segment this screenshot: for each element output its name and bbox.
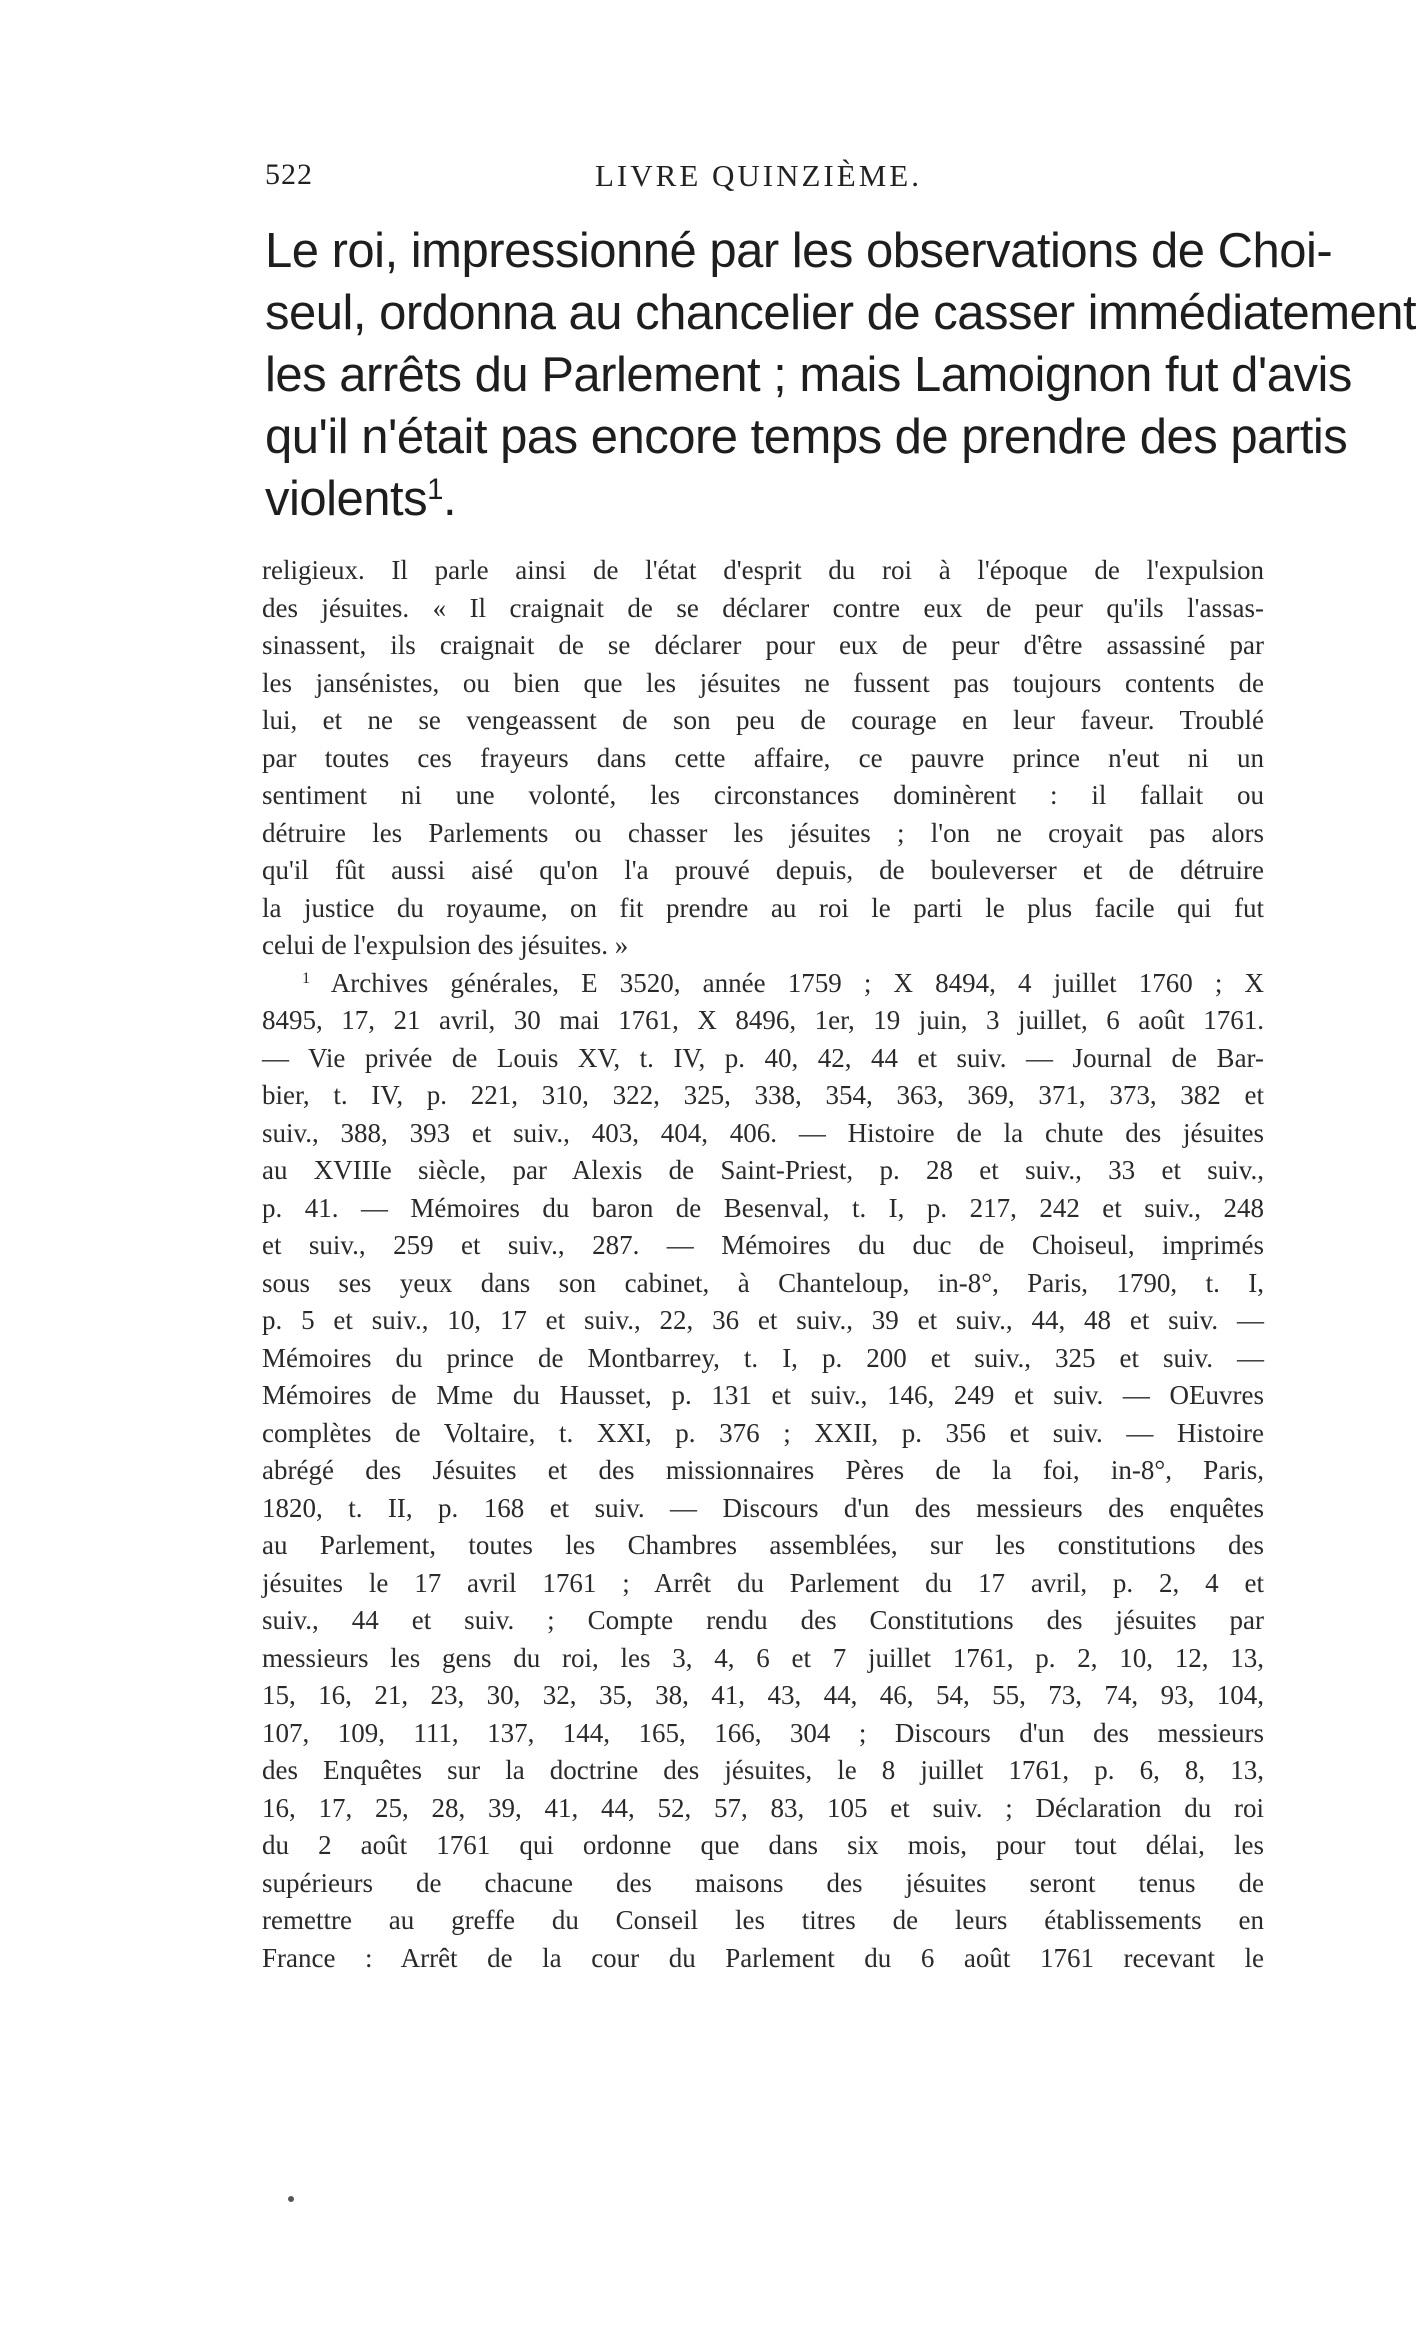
footnote-cont-line: sentiment ni une volonté, les circonstances dominèrent : il fallait ou [262,780,1264,810]
footnote-line: 1820, t. II, p. 168 et suiv. — Discours d'un des messieurs des enquêtes [262,1492,1264,1523]
main-line: Le roi, impressionné par les observations de Choi- [265,224,1333,278]
footnote-cont-line: lui, et ne se vengeassent de son peu de courage en leur faveur. Troublé [262,705,1264,735]
main-line: seul, ordonna au chancelier de casser immédiatement [265,286,1416,340]
footnote-line: au Parlement, toutes les Chambres assemblées, sur les constitutions des [262,1530,1264,1560]
footnote-line: supérieurs de chacune des maisons des jésuites seront tenus de [262,1867,1264,1898]
footnote-cont-line: celui de l'expulsion des jésuites. » [262,930,629,960]
main-paragraph [265,220,1416,530]
footnote-cont-line: les jansénistes, ou bien que les jésuites ne fussent pas toujours contents de [262,667,1264,698]
footnote-line: 16, 17, 25, 28, 39, 41, 44, 52, 57, 83, 105 et suiv. ; Déclaration du roi [262,1792,1264,1823]
main-line: les arrêts du Parlement ; mais Lamoignon fut d'avis [265,348,1352,402]
footnote-line: bier, t. IV, p. 221, 310, 322, 325, 338, 354, 363, 369, 371, 373, 382 et [262,1080,1264,1110]
footnote-marker: 1 [302,968,311,987]
footnote-cont-line: la justice du royaume, on fit prendre au roi le parti le plus facile qui fut [262,892,1264,923]
footnote-line: France : Arrêt de la cour du Parlement du 6 août 1761 recevant le [262,1942,1264,1973]
footnote-1-first-line [262,965,1264,1003]
footnote-line: jésuites le 17 avril 1761 ; Arrêt du Parlement du 17 avril, p. 2, 4 et [262,1567,1264,1598]
footnote-line: p. 41. — Mémoires du baron de Besenval, t. I, p. 217, 242 et suiv., 248 [262,1192,1264,1223]
footnote-line: Archives générales, E 3520, année 1759 ; X 8494, 4 juillet 1760 ; X [330,967,1264,998]
footnotes [262,552,1264,1977]
main-line: violents [265,472,428,526]
footnote-cont-line: religieux. Il parle ainsi de l'état d'esprit du roi à l'époque de l'expulsion [262,555,1264,585]
main-line: qu'il n'était pas encore temps de prendre des partis [265,410,1348,464]
footnote-cont-line: sinassent, ils craignait de se déclarer pour eux de peur d'être assassiné par [262,630,1264,660]
running-title: LIVRE QUINZIÈME. [595,158,922,193]
footnote-reference: 1 [427,472,443,506]
footnote-line: des Enquêtes sur la doctrine des jésuites, le 8 juillet 1761, p. 6, 8, 13, [262,1755,1264,1785]
footnote-cont-line: qu'il fût aussi aisé qu'on l'a prouvé depuis, de bouleverser et de détruire [262,855,1264,885]
footnote-line: suiv., 44 et suiv. ; Compte rendu des Constitutions des jésuites par [262,1605,1264,1635]
footnote-line: remettre au greffe du Conseil les titres de leurs établissements en [262,1905,1264,1935]
footnote-line: au XVIIIe siècle, par Alexis de Saint-Priest, p. 28 et suiv., 33 et suiv., [262,1155,1264,1185]
footnote-cont-line: des jésuites. « Il craignait de se déclarer contre eux de peur qu'ils l'assas- [262,592,1264,623]
footnote-cont-line: par toutes ces frayeurs dans cette affaire, ce pauvre prince n'eut ni un [262,742,1264,773]
footnote-line: sous ses yeux dans son cabinet, à Chanteloup, in-8°, Paris, 1790, t. I, [262,1267,1264,1298]
footnote-line: 107, 109, 111, 137, 144, 165, 166, 304 ; Discours d'un des messieurs [262,1717,1264,1748]
footnote-line: abrégé des Jésuites et des missionnaires Pères de la foi, in-8°, Paris, [262,1455,1264,1485]
ink-speck [288,2196,294,2202]
footnote-line: 8495, 17, 21 avril, 30 mai 1761, X 8496, 1er, 19 juin, 3 juillet, 6 août 1761. [262,1005,1264,1035]
footnote-line: Mémoires de Mme du Hausset, p. 131 et suiv., 146, 249 et suiv. — OEuvres [262,1380,1264,1410]
main-last-line [265,468,1263,530]
footnote-line: Mémoires du prince de Montbarrey, t. I, p. 200 et suiv., 325 et suiv. — [262,1342,1264,1373]
footnote-line: complètes de Voltaire, t. XXI, p. 376 ; XXII, p. 356 et suiv. — Histoire [262,1417,1264,1448]
footnote-line: messieurs les gens du roi, les 3, 4, 6 et 7 juillet 1761, p. 2, 10, 12, 13, [262,1642,1264,1673]
footnote-line: p. 5 et suiv., 10, 17 et suiv., 22, 36 et suiv., 39 et suiv., 44, 48 et suiv. — [262,1305,1264,1335]
footnote-line: du 2 août 1761 qui ordonne que dans six mois, pour tout délai, les [262,1830,1264,1860]
footnote-cont-line: détruire les Parlements ou chasser les jésuites ; l'on ne croyait pas alors [262,817,1264,848]
footnote-line: 15, 16, 21, 23, 30, 32, 35, 38, 41, 43, 44, 46, 54, 55, 73, 74, 93, 104, [262,1680,1264,1710]
footnote-line: et suiv., 259 et suiv., 287. — Mémoires du duc de Choiseul, imprimés [262,1230,1264,1260]
footnote-line: suiv., 388, 393 et suiv., 403, 404, 406. — Histoire de la chute des jésuites [262,1117,1264,1148]
page-number: 522 [265,158,313,191]
end-punctuation: . [443,472,457,526]
footnote-line: — Vie privée de Louis XV, t. IV, p. 40, 42, 44 et suiv. — Journal de Bar- [262,1042,1264,1073]
page-header [265,158,1265,198]
